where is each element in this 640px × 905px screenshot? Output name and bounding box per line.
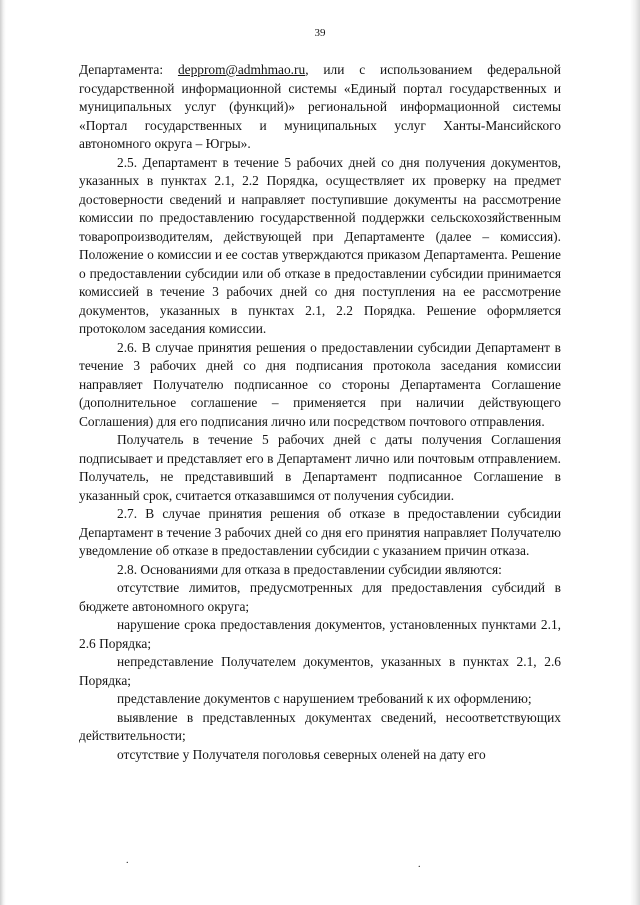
paragraph-2-7: 2.7. В случае принятия решения об отказе в предоставлении субсидии Департамент в течение 3 рабочих дней со дня его принятия направляет Получателю уведомление об отказе в предоставлении субсидии с указанием причин отказа. <box>79 506 561 558</box>
page-number: 39 <box>314 27 326 39</box>
paragraph-agreement-signing: Получатель в течение 5 рабочих дней с даты получения Соглашения подписывает и представляет его в Департамент лично или почтовым отправлением. Получатель, не представивший в Департамент подписанное Соглашение в указанный срок, считается отказавшимся от получения субсидии. <box>79 432 561 503</box>
paragraph-contact-lead: Департамента: <box>79 62 178 77</box>
scan-dot-mark: . <box>126 855 129 866</box>
scan-right-edge <box>630 0 640 905</box>
scan-dot-mark: . <box>418 859 421 870</box>
refusal-ground-limits: отсутствие лимитов, предусмотренных для предоставления субсидий в бюджете автономного округа; <box>79 580 561 614</box>
scan-left-edge <box>0 0 6 905</box>
paragraph-2-5: 2.5. Департамент в течение 5 рабочих дней со дня получения документов, указанных в пунктах 2.1, 2.2 Порядка, осуществляет их проверку на предмет достоверности сведений и направляет поступившие документы на рассмотрение комиссии по предоставлению государственной поддержки сельскохозяйственным товаропроизводителям, действующей при Департаменте (далее – комиссия). Положение о комиссии и ее состав утверждаются приказом Департамента. Решение о предоставлении субсидии или об отказе в предоставлении субсидии принимается комиссией в течение 3 рабочих дней со дня поступления на ее рассмотрение документов, указанных в пунктах 2.1, 2.2 Порядка. Решение оформляется протоколом заседания комиссии. <box>79 154 561 336</box>
refusal-ground-deadline: нарушение срока предоставления документов, установленных пунктами 2.1, 2.6 Порядка; <box>79 617 561 651</box>
paragraph-contact-tail: , или с использованием федеральной государственной информационной системы «Единый портал государственных и муниципальных услуг (функций)» региональной информационной системы «Портал государственных и муниципальных услуг Ханты-Мансийского автономного округа – Югры». <box>79 62 561 151</box>
paragraph-contact <box>79 61 561 154</box>
paragraph-2-6: 2.6. В случае принятия решения о предоставлении субсидии Департамент в течение 3 рабочих дней со дня подписания протокола заседания комиссии направляет Получателю подписанное со стороны Департамента Соглашение (дополнительное соглашение – применяется при наличии действующего Соглашения) для его подписания лично или посредством почтового отправления. <box>79 339 561 429</box>
refusal-ground-missing-documents: непредставление Получателем документов, указанных в пунктах 2.1, 2.6 Порядка; <box>79 654 561 688</box>
document-body <box>79 61 561 764</box>
paragraph-2-8: 2.8. Основаниями для отказа в предоставлении субсидии являются: <box>117 561 502 577</box>
email-link[interactable]: depprom@admhmao.ru <box>177 62 306 77</box>
refusal-ground-false-information: выявление в представленных документах сведений, несоответствующих действительности; <box>79 709 561 743</box>
refusal-ground-no-reindeer: отсутствие у Получателя поголовья северных оленей на дату его <box>117 746 486 762</box>
refusal-ground-format-violation: представление документов с нарушением требований к их оформлению; <box>117 691 532 706</box>
